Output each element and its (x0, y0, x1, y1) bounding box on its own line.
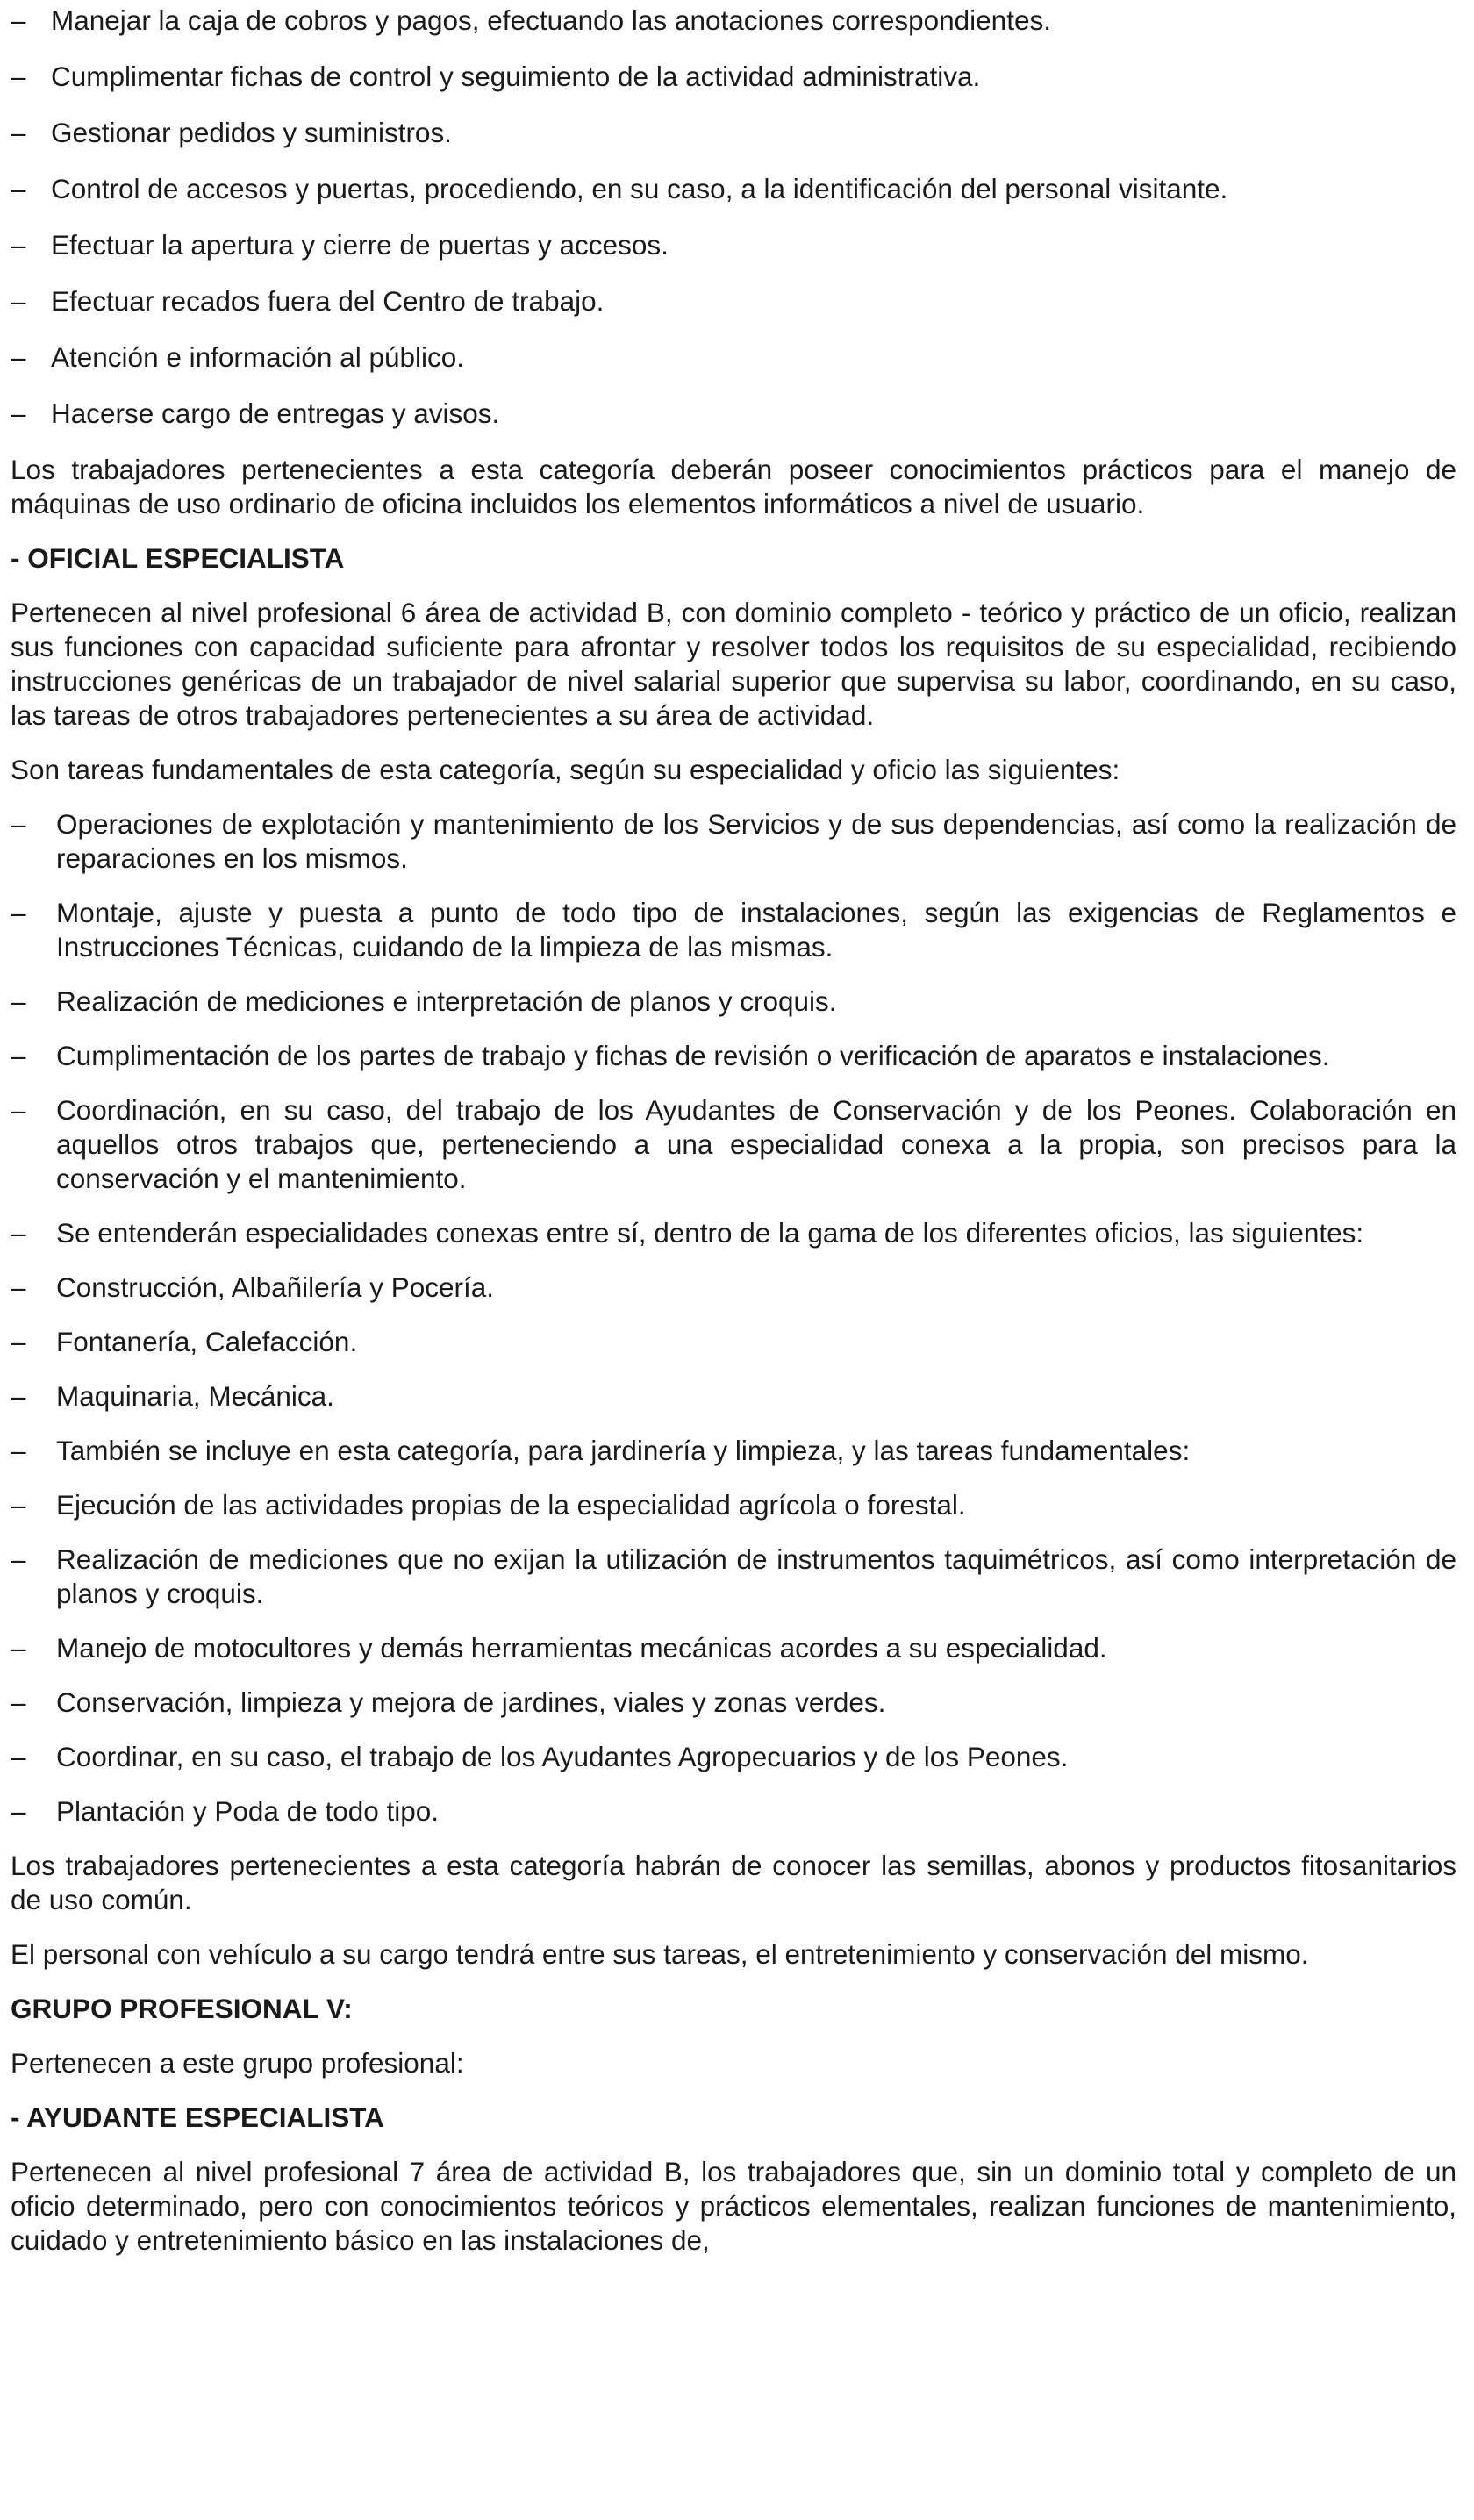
list-item: – Se entenderán especialidades conexas entre sí, dentro de la gama de los diferentes oficios, las siguientes: (11, 1217, 1364, 1249)
dash-bullet: – (11, 1380, 26, 1412)
list-item: – Cumplimentar fichas de control y seguimiento de la actividad administrativa. (11, 61, 981, 92)
list-item: – Conservación, limpieza y mejora de jardines, viales y zonas verdes. (11, 1686, 886, 1718)
dash-bullet: – (11, 1795, 26, 1827)
list-item: – Coordinar, en su caso, el trabajo de los Ayudantes Agropecuarios y de los Peones. (11, 1741, 1069, 1772)
list-item: – Manejo de motocultores y demás herramientas mecánicas acordes a su especialidad. (11, 1632, 1107, 1664)
dash-bullet: – (11, 341, 26, 373)
list-item: – Manejar la caja de cobros y pagos, efectuando las anotaciones correspondientes. (11, 4, 1051, 36)
list-tareas-oficial (11, 807, 1456, 1829)
list-item: – Gestionar pedidos y suministros. (11, 117, 452, 148)
list-item: – Operaciones de explotación y mantenimiento de los Servicios y de sus dependencias, así como la realización de reparaciones en los mismos. (11, 808, 1456, 874)
list-item: – Efectuar la apertura y cierre de puertas y accesos. (11, 229, 669, 261)
dash-bullet: – (11, 1094, 26, 1126)
paragraph-semillas: Los trabajadores pertenecientes a esta categoría habrán de conocer las semillas, abonos y productos fitosanitarios de uso común. (11, 1850, 1456, 1915)
list-item: – Realización de mediciones que no exijan la utilización de instrumentos taquimétricos, así como interpretación de planos y croquis. (11, 1543, 1456, 1609)
dash-bullet: – (11, 1326, 26, 1357)
list-tareas-administrativas (11, 4, 1456, 431)
dash-bullet: – (11, 1543, 26, 1575)
list-item: – Control de accesos y puertas, procediendo, en su caso, a la identificación del personal visitante. (11, 173, 1228, 204)
paragraph-pertenecen: Pertenecen a este grupo profesional: (11, 2047, 464, 2079)
list-item: – Ejecución de las actividades propias de la especialidad agrícola o forestal. (11, 1489, 966, 1521)
paragraph-vehiculo: El personal con vehículo a su cargo tendrá entre sus tareas, el entretenimiento y conservación del mismo. (11, 1938, 1309, 1970)
dash-bullet: – (11, 4, 26, 36)
dash-bullet: – (11, 285, 26, 317)
heading-grupo-profesional: GRUPO PROFESIONAL V: (11, 1993, 353, 2024)
dash-bullet: – (11, 173, 26, 204)
dash-bullet: – (11, 1489, 26, 1521)
dash-bullet: – (11, 1686, 26, 1718)
paragraph-oficial: Pertenecen al nivel profesional 6 área de actividad B, con dominio completo - teórico y práctico de un oficio, realizan sus funciones con capacidad suficiente para afrontar y resolver todos los requisitos de su especialidad, recibiendo instrucciones genéricas de un trabajador de nivel salarial superior que supervisa su labor, coordinando, en su caso, las tareas de otros trabajadores pertenecientes a su área de actividad. (11, 597, 1456, 731)
dash-bullet: – (11, 61, 26, 92)
list-item: – Cumplimentación de los partes de trabajo y fichas de revisión o verificación de aparatos e instalaciones. (11, 1040, 1330, 1071)
dash-bullet: – (11, 985, 26, 1017)
list-item: – Hacerse cargo de entregas y avisos. (11, 397, 500, 429)
heading-ayudante-especialista: - AYUDANTE ESPECIALISTA (11, 2101, 384, 2133)
paragraph-conocimientos: Los trabajadores pertenecientes a esta categoría deberán poseer conocimientos prácticos para el manejo de máquinas de uso ordinario de oficina incluidos los elementos informáticos a nivel de usuario. (11, 454, 1456, 519)
dash-bullet: – (11, 1271, 26, 1303)
dash-bullet: – (11, 1741, 26, 1772)
dash-bullet: – (11, 397, 26, 429)
dash-bullet: – (11, 229, 26, 261)
dash-bullet: – (11, 897, 26, 928)
list-item: – Maquinaria, Mecánica. (11, 1380, 334, 1412)
dash-bullet: – (11, 1632, 26, 1664)
dash-bullet: – (11, 1040, 26, 1071)
heading-oficial-especialista: - OFICIAL ESPECIALISTA (11, 542, 345, 574)
list-item: – También se incluye en esta categoría, para jardinería y limpieza, y las tareas fundamentales: (11, 1435, 1191, 1466)
paragraph-tareas: Son tareas fundamentales de esta categoría, según su especialidad y oficio las siguientes: (11, 754, 1120, 785)
list-item: – Fontanería, Calefacción. (11, 1326, 358, 1357)
list-item: – Construcción, Albañilería y Pocería. (11, 1271, 495, 1303)
list-item: – Coordinación, en su caso, del trabajo de los Ayudantes de Conservación y de los Peones. Colaboración en aquellos otros trabajos que, perteneciendo a una especialidad conexa a la propia, son precisos para la conservación y el mantenimiento. (11, 1094, 1456, 1194)
paragraph-ayudante: Pertenecen al nivel profesional 7 área de actividad B, los trabajadores que, sin un dominio total y completo de un oficio determinado, pero con conocimientos teóricos y prácticos elementales, realizan funciones de mantenimiento, cuidado y entretenimiento básico en las instalaciones de, (11, 2156, 1456, 2256)
dash-bullet: – (11, 1217, 26, 1249)
list-item: – Efectuar recados fuera del Centro de trabajo. (11, 285, 605, 317)
dash-bullet: – (11, 1435, 26, 1466)
dash-bullet: – (11, 808, 26, 840)
list-item: – Realización de mediciones e interpretación de planos y croquis. (11, 985, 837, 1017)
dash-bullet: – (11, 117, 26, 148)
list-item: – Atención e información al público. (11, 341, 465, 373)
list-item: – Montaje, ajuste y puesta a punto de todo tipo de instalaciones, según las exigencias de Reglamentos e Instrucciones Técnicas, cuidando de la limpieza de las mismas. (11, 897, 1456, 963)
list-item: – Plantación y Poda de todo tipo. (11, 1795, 440, 1827)
